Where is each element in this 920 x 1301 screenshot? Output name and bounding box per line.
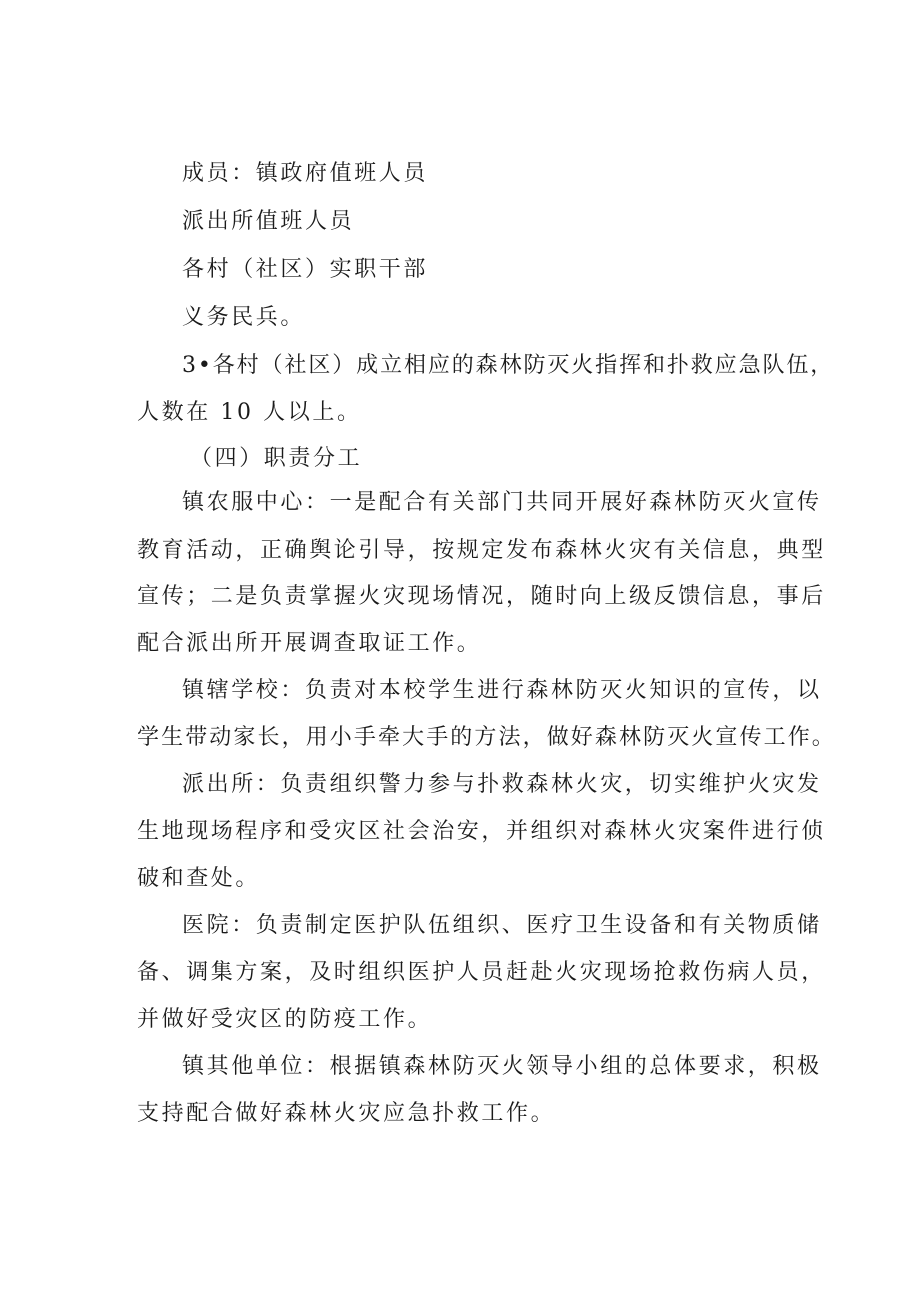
text-line-police-station-3: 破和查处。 [137,866,261,891]
text-line-militia: 义务民兵。 [182,305,306,330]
text-line-item-3-cont: 人数在 10 人以上。 [137,400,362,425]
text-line-agri-center-3: 宣传；二是负责掌握火灾现场情况，随时向上级反馈信息，事后 [137,584,826,609]
section-heading-duties: （四）职责分工 [190,446,363,471]
text-line-schools-2: 学生带动家长，用小手牵大手的方法，做好森林防灭火宣传工作。 [137,725,836,750]
text-line-agri-center-2: 教育活动，正确舆论引导，按规定发布森林火灾有关信息，典型 [137,538,826,563]
text-line-hospital-3: 并做好受灾区的防疫工作。 [137,1007,433,1032]
text-line-police-duty: 派出所值班人员 [182,209,355,234]
text-line-agri-center-4: 配合派出所开展调查取证工作。 [137,631,482,656]
text-line-village-cadres: 各村（社区）实职干部 [182,257,429,282]
text-line-hospital-2: 备、调集方案，及时组织医护人员赶赴火灾现场抢救伤病人员， [137,960,826,985]
text-line-other-units-2: 支持配合做好森林火灾应急扑救工作。 [137,1101,556,1126]
text-line-hospital-1: 医院：负责制定医护队伍组织、医疗卫生设备和有关物质储 [182,913,822,938]
text-line-schools-1: 镇辖学校：负责对本校学生进行森林防灭火知识的宣传，以 [182,678,822,703]
text-line-agri-center-1: 镇农服中心：一是配合有关部门共同开展好森林防灭火宣传 [182,490,822,515]
text-line-other-units-1: 镇其他单位：根据镇森林防灭火领导小组的总体要求，积极 [182,1054,822,1079]
text-line-members: 成员：镇政府值班人员 [182,161,429,186]
text-line-police-station-2: 生地现场程序和受灾区社会治安，并组织对森林火灾案件进行侦 [137,819,826,844]
text-line-police-station-1: 派出所：负责组织警力参与扑救森林火灾，切实维护火灾发 [182,772,822,797]
text-line-item-3: 3•各村（社区）成立相应的森林防灭火指挥和扑救应急队伍， [182,353,835,378]
